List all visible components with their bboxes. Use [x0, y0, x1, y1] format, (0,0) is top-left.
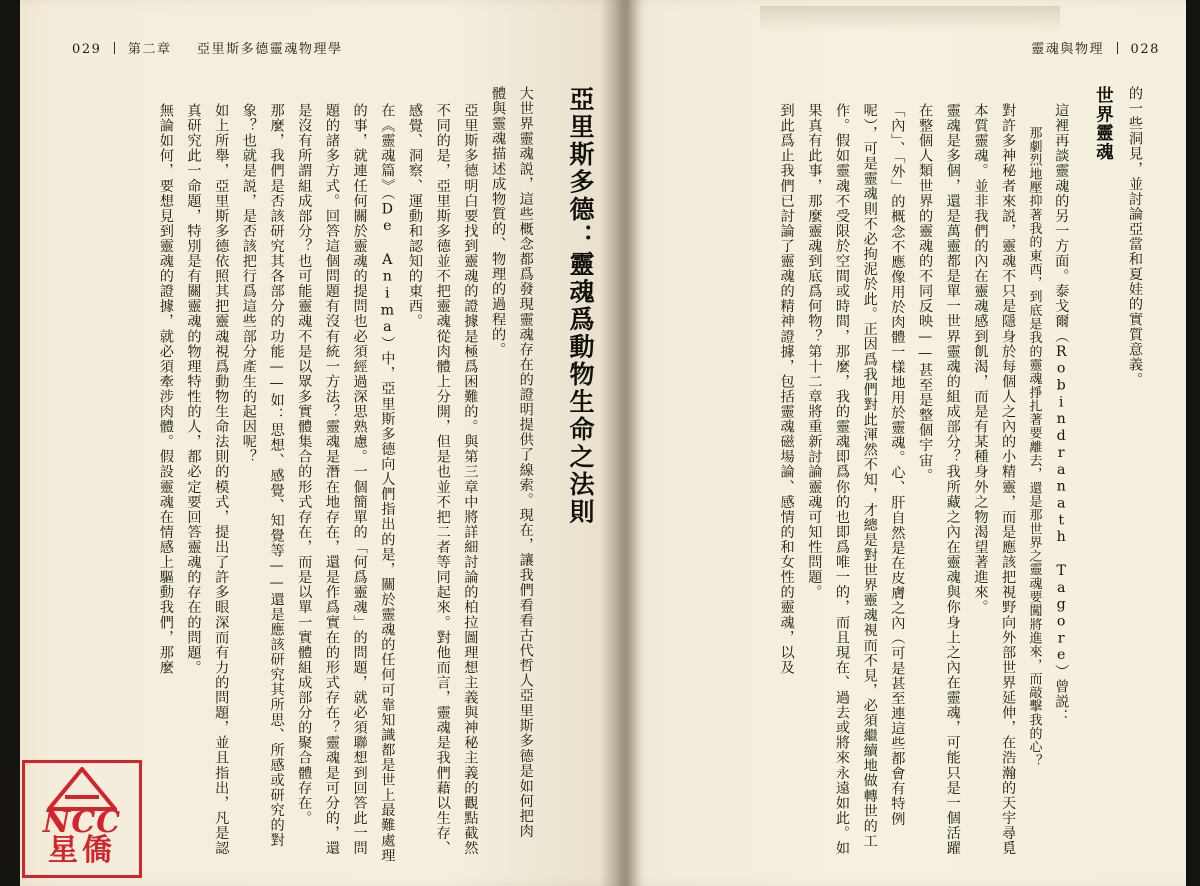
paragraph: 無論如何，要想見到靈魂的證據，就必須牽涉肉體。假設靈魂在情感上驅動我們，那麼: [157, 103, 174, 675]
block-quote: 那劇烈地壓抑著我的東西，到底是我的靈魂掙扎著要離去，還是那世界之靈魂要闖將進來，而敲擊我的心？: [1026, 126, 1042, 768]
right-page-header: [1031, 38, 1160, 57]
paragraph: 大世界靈魂説，這些概念都爲發現靈魂存在的證明提供了線索。現在，讓我們看看古代哲人亞里斯多德是如何把肉體與靈魂描述成物質的、物理的過程的。: [490, 86, 534, 839]
stamp-latin-text: NCC: [42, 805, 122, 840]
chapter-title: 亞里斯多德：靈魂爲動物生命之法則: [566, 86, 595, 526]
right-page-number: 028: [1130, 42, 1160, 57]
section-title: 世界靈魂: [1093, 86, 1114, 162]
right-running-title: 靈魂與物理: [1031, 42, 1105, 57]
paragraph: 靈魂是多個，還是萬靈都是單一世界靈魂的組成部分？我所藏之內在靈魂與你身上之內在靈魂，可能只是一個活躍在整個人類世界的靈魂的不同反映——甚至是整個宇宙。: [917, 103, 961, 856]
left-page-number: 029: [72, 42, 102, 57]
paragraph: 如上所舉，亞里斯多德依照其把靈魂視爲動物生命法則的模式，提出了許多眼深而有力的問題，並且指出，凡是認真研究此一命題，特別是有關靈魂的物理特性的人，都必定要回答靈魂的存在的問題。: [185, 103, 230, 856]
paragraph: 那麼，我們是否該研究其各部分的功能——如：思想、感覺、知覺等——還是應該研究其所思、所感或研究的對象？也就是説，是否該把行爲這些部分產生的起因呢？: [240, 103, 285, 848]
paragraph: 在《靈魂篇》（De Anima）中，亞里斯多德向人們指出的是，關於靈魂的任何可靠知識都是世上最難處理的事，就連任何關於靈魂的提問也必須經過深思熟慮。一個簡單的「何爲靈魂」的問題，就必須聯想到回答此一問題的諸多方式。回答這個問題有沒有統一方法？靈魂是潛在地存在，還是作爲實在的形式存在？靈魂是可分的，還是沒有所謂組成部分？也可能靈魂不是以眾多實體集合的形式存在，而是以單一實體組成部分的聚合體存在。: [296, 103, 396, 863]
scan-edge-left: [0, 0, 22, 886]
left-chapter-label: 第二章: [127, 42, 172, 57]
ncc-watermark-stamp: [22, 760, 142, 878]
paragraph: 「內」、「外」的概念不應像用於肉體一樣地用於靈魂。心、肝自然是在皮膚之內（可是甚至連這些都會有特例呢），可是靈魂則不必拘泥於此。正因爲我們對此渾然不知，才總是對世界靈魂視而不見，必須繼續地做轉世的工作。假如靈魂不受限於空間或時間，那麼，我的靈魂即爲你的也即爲唯一的，而且現在、過去或將來永遠如此。如果真有此事，那麼靈魂到底爲何物？第十二章將重新討論靈魂可知性問題。: [806, 103, 906, 856]
left-running-title: 亞里斯多德靈魂物理學: [197, 42, 343, 57]
paragraph: 到此爲止我們已討論了靈魂的精神證據，包括靈魂磁場論、感情的和女性的靈魂，以及: [778, 103, 795, 675]
header-rule-2: [1117, 42, 1118, 54]
stamp-chinese-text: 星僑: [48, 833, 116, 868]
paragraph: 的一些洞見，並討論亞當和夏娃的實質意義。: [1127, 86, 1143, 388]
scan-edge-right: [1184, 0, 1200, 886]
paragraph: 亞里斯多德明白要找到靈魂的證據是極爲困難的。與第三章中將詳細討論的柏拉圖理想主義與神秘主義的觀點截然不同的是，亞里斯多德並不把靈魂從肉體上分開，但是也並不把二者等同起來。對他而言，靈魂是我們藉以生存、感覺、洞察、運動和認知的東西。: [407, 103, 479, 856]
header-rule: [114, 42, 115, 54]
paragraph: 對許多神秘者來説，靈魂不只是隱身於每個人之內的小精靈，而是應該把視野向外部世界延伸，在浩瀚的天宇尋覓本質靈魂。並非我們的內在靈魂感到飢渴，而是有某種身外之物渴望著進來。: [972, 103, 1017, 856]
right-page-body: [648, 86, 1148, 856]
left-page-header: [72, 38, 343, 57]
paragraph: 這裡再談靈魂的另一方面。泰戈爾（Robindranath Tagore）曾説：: [1053, 103, 1070, 725]
